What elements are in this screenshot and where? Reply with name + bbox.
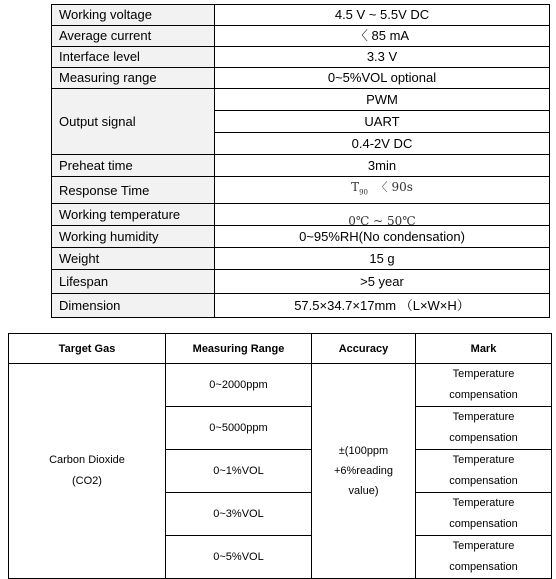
gas-range-table <box>8 333 552 579</box>
spec-value: 3.3 V <box>215 47 550 68</box>
spec-value: 0.4-2V DC <box>215 133 550 155</box>
range-cell: 0~3%VOL <box>166 493 312 536</box>
mark-line: compensation <box>449 389 518 401</box>
spec-label: Average current <box>52 26 215 47</box>
spec-row <box>52 89 550 111</box>
header-measuring-range: Measuring Range <box>166 334 312 364</box>
target-gas-cell <box>9 364 166 579</box>
accuracy-line: +6%reading <box>333 465 394 477</box>
spec-value: 15 g <box>215 248 550 270</box>
spec-value: 〈 85 mA <box>215 26 550 47</box>
mark-line: Temperature <box>452 411 515 423</box>
range-cell: 0~5000ppm <box>166 407 312 450</box>
spec-value-prefix: T <box>351 180 360 194</box>
mark-line: compensation <box>449 518 518 530</box>
spec-label: Lifespan <box>52 270 215 294</box>
mark-line: compensation <box>449 432 518 444</box>
mark-line: compensation <box>449 475 518 487</box>
spec-value-main: 〈 90s <box>375 180 413 194</box>
mark-line: Temperature <box>452 454 515 466</box>
spec-row <box>52 270 550 294</box>
spec-label: Working voltage <box>52 5 215 26</box>
spec-label: Output signal <box>52 89 215 155</box>
spec-row <box>52 5 550 26</box>
range-cell: 0~2000ppm <box>166 364 312 407</box>
spec-row <box>52 248 550 270</box>
spec-label: Interface level <box>52 47 215 68</box>
spec-label: Preheat time <box>52 155 215 177</box>
spec-table <box>51 4 550 318</box>
spec-row <box>52 68 550 89</box>
spec-row <box>52 294 550 318</box>
spec-label: Response Time <box>52 177 215 204</box>
header-mark: Mark <box>416 334 552 364</box>
spec-value: PWM <box>215 89 550 111</box>
spec-row <box>52 204 550 226</box>
range-cell: 0~1%VOL <box>166 450 312 493</box>
mark-cell <box>416 450 552 493</box>
spec-value: 57.5×34.7×17mm （L×W×H） <box>215 294 550 318</box>
spec-value: 4.5 V ~ 5.5V DC <box>215 5 550 26</box>
spec-label: Dimension <box>52 294 215 318</box>
spec-value <box>215 204 550 226</box>
spec-row <box>52 177 550 204</box>
accuracy-line: ±(100ppm <box>338 445 389 457</box>
target-gas-name: Carbon Dioxide <box>49 454 125 466</box>
table-row <box>9 364 552 407</box>
spec-label: Measuring range <box>52 68 215 89</box>
spec-row <box>52 155 550 177</box>
spec-row <box>52 47 550 68</box>
accuracy-cell <box>312 364 416 579</box>
spec-label: Working temperature <box>52 204 215 226</box>
mark-cell <box>416 536 552 579</box>
spec-value: UART <box>215 111 550 133</box>
range-cell: 0~5%VOL <box>166 536 312 579</box>
header-accuracy: Accuracy <box>312 334 416 364</box>
spec-value: 0~95%RH(No condensation) <box>215 226 550 248</box>
header-target-gas: Target Gas <box>9 334 166 364</box>
spec-row <box>52 226 550 248</box>
mark-cell <box>416 364 552 407</box>
spec-value: 3min <box>215 155 550 177</box>
mark-line: Temperature <box>452 368 515 380</box>
spec-label: Weight <box>52 248 215 270</box>
target-gas-formula: (CO2) <box>72 475 102 487</box>
mark-cell <box>416 493 552 536</box>
spec-label: Working humidity <box>52 226 215 248</box>
spec-value: 0~5%VOL optional <box>215 68 550 89</box>
mark-line: compensation <box>449 561 518 573</box>
spec-row <box>52 26 550 47</box>
mark-line: Temperature <box>452 497 515 509</box>
spec-value-clipped: 0℃ ~ 50℃ <box>348 213 416 226</box>
spec-value-sub: 90 <box>359 188 369 197</box>
accuracy-line: value) <box>348 485 379 497</box>
mark-cell <box>416 407 552 450</box>
mark-line: Temperature <box>452 540 515 552</box>
spec-value: >5 year <box>215 270 550 294</box>
spec-value <box>215 177 550 204</box>
table-header-row <box>9 334 552 364</box>
